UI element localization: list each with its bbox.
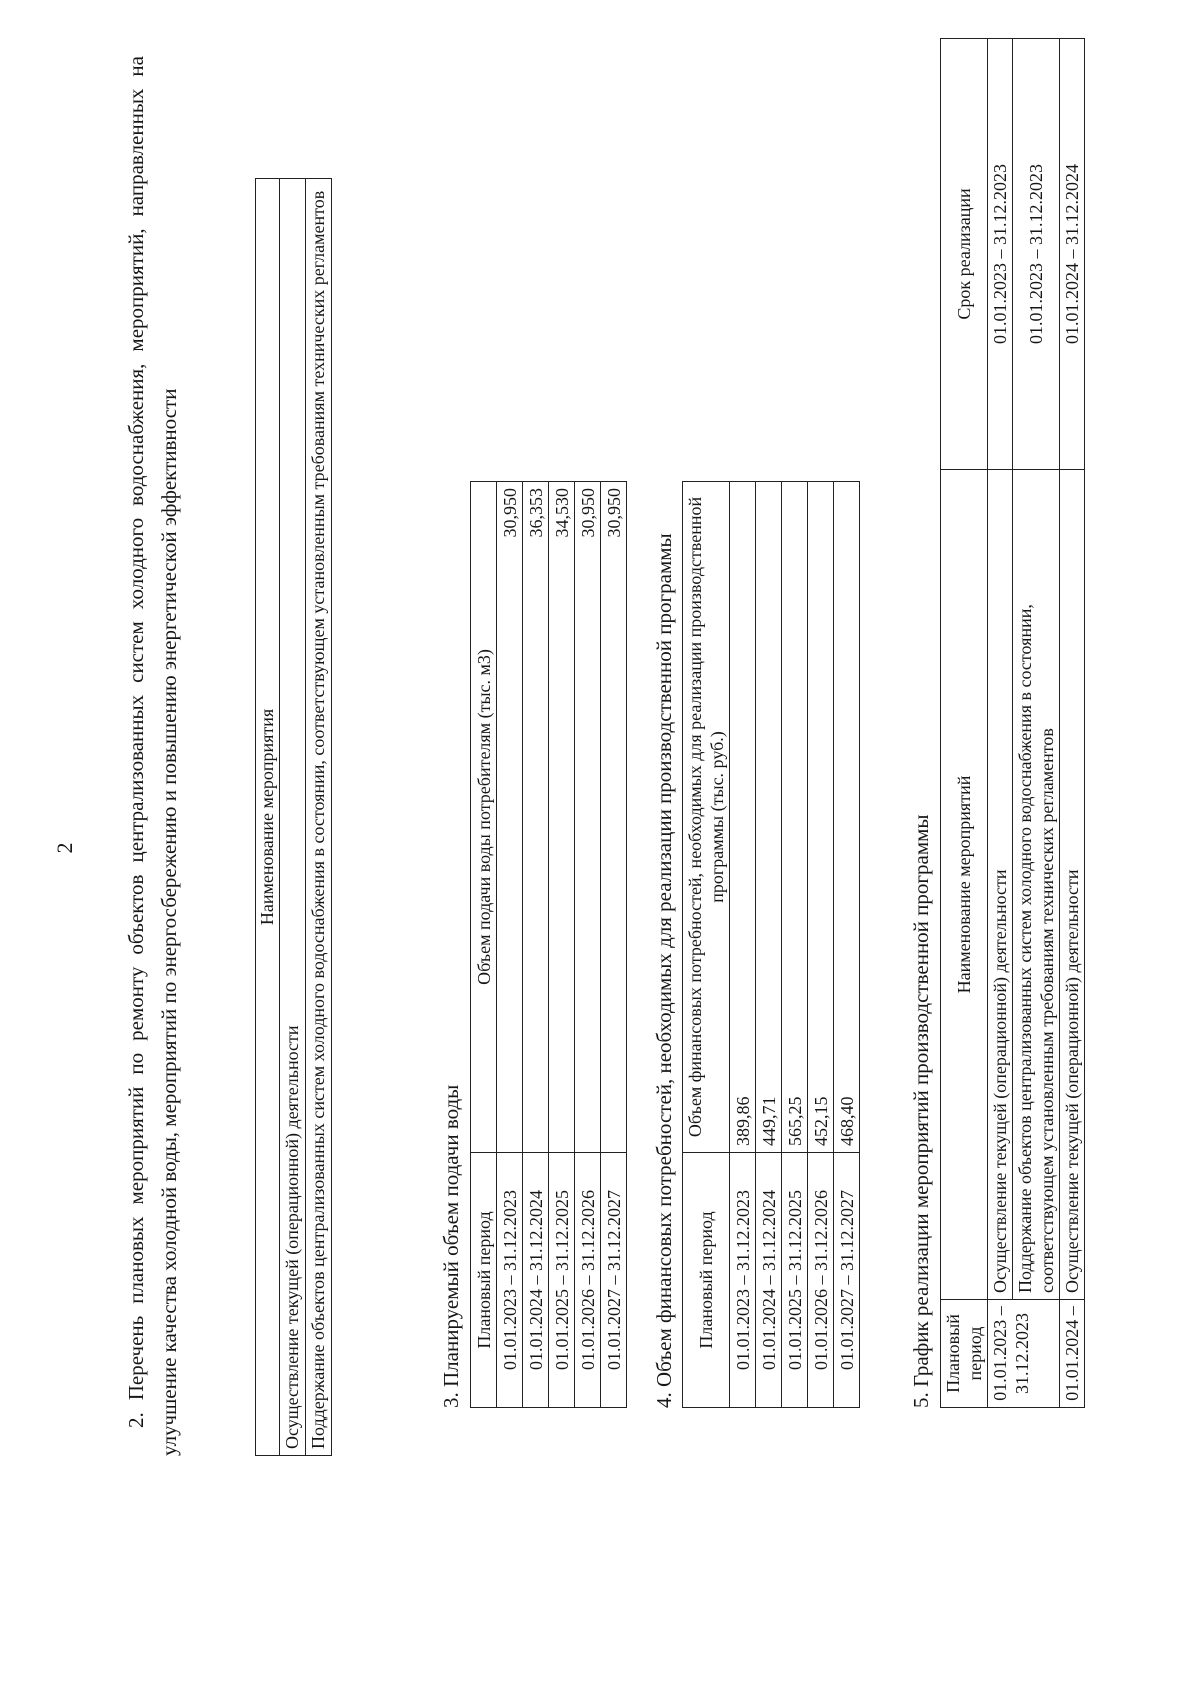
table-row — [1060, 39, 1085, 1408]
table-row — [730, 482, 756, 1408]
activity-cell: Осуществление текущей (операционной) деятельности — [1060, 470, 1085, 1300]
table-row — [549, 482, 575, 1408]
column-header-volume: Объем подачи воды потребителям (тыс. м3) — [471, 482, 497, 1153]
section-3-table — [470, 481, 627, 1408]
period-cell: 01.01.2027 – 31.12.2027 — [834, 1153, 860, 1408]
table-row — [523, 482, 549, 1408]
period-cell: 01.01.2023 – 31.12.2023 — [497, 1153, 523, 1408]
volume-cell: 30,950 — [497, 482, 523, 1153]
table-row — [834, 482, 860, 1408]
section-3-heading: 3. Планируемый объем подачи воды — [439, 1084, 463, 1408]
column-header-term: Срок реализации — [941, 39, 988, 470]
table-row — [306, 179, 332, 1456]
table-row — [808, 482, 834, 1408]
period-cell: 01.01.2025 – 31.12.2025 — [549, 1153, 575, 1408]
activity-cell: Осуществление текущей (операционной) деятельности — [988, 470, 1013, 1300]
column-header-period: Плановый период — [941, 1300, 988, 1408]
table-row — [756, 482, 782, 1408]
period-cell: 01.01.2023 – 31.12.2023 — [730, 1153, 756, 1408]
section-5-table — [940, 38, 1085, 1408]
table-header-row — [683, 482, 730, 1408]
table-cell: Осуществление текущей (операционной) деятельности — [280, 179, 306, 1456]
section-4-table — [682, 481, 860, 1408]
column-header-period: Плановый период — [471, 1153, 497, 1408]
table-row — [497, 482, 523, 1408]
section-5-heading: 5. График реализации мероприятий производственной программы — [909, 814, 933, 1408]
volume-cell: 36,353 — [523, 482, 549, 1153]
volume-cell: 30,950 — [575, 482, 601, 1153]
finance-cell: 389,86 — [730, 482, 756, 1153]
table-row — [575, 482, 601, 1408]
table-cell: Поддержание объектов централизованных систем холодного водоснабжения в состоянии, соответствующем установленным требованиям технических регламентов — [306, 179, 332, 1456]
table-row — [782, 482, 808, 1408]
period-cell: 01.01.2024 – 31.12.2024 — [756, 1153, 782, 1408]
finance-cell: 452,15 — [808, 482, 834, 1153]
period-cell: 01.01.2027 – 31.12.2027 — [601, 1153, 627, 1408]
section-2-table — [255, 178, 332, 1456]
finance-cell: 565,25 — [782, 482, 808, 1153]
period-cell: 01.01.2026 – 31.12.2026 — [575, 1153, 601, 1408]
table-row — [988, 39, 1013, 1408]
column-header-period: Плановый период — [683, 1153, 730, 1408]
page-number: 2 — [52, 842, 77, 854]
table-row — [601, 482, 627, 1408]
column-header-name: Наименование мероприятия — [256, 179, 280, 1456]
period-cell: 01.01.2025 – 31.12.2025 — [782, 1153, 808, 1408]
table-row — [280, 179, 306, 1456]
column-header-activities: Наименование мероприятий — [941, 470, 988, 1300]
activity-cell: Поддержание объектов централизованных систем холодного водоснабжения в состоянии, соответствующем установленным требованиям технических регламентов — [1013, 470, 1060, 1300]
finance-cell: 468,40 — [834, 482, 860, 1153]
term-cell: 01.01.2023 – 31.12.2023 — [988, 39, 1013, 470]
section-4-heading: 4. Объем финансовых потребностей, необходимых для реализации производственной программы — [652, 533, 676, 1408]
table-row — [1013, 39, 1060, 1408]
volume-cell: 34,530 — [549, 482, 575, 1153]
section-2-heading: 2. Перечень плановых мероприятий по ремонту объектов централизованных систем холодного водоснабжения, мероприятий, направленных на улучшение качества холодной воды, мероприятий по энергосбережению и повышению энергетической эффективности — [124, 56, 181, 1456]
period-cell: 01.01.2026 – 31.12.2026 — [808, 1153, 834, 1408]
table-header-row — [941, 39, 988, 1408]
column-header-finance: Объем финансовых потребностей, необходимых для реализации производственной программы (тыс. руб.) — [683, 482, 730, 1153]
term-cell: 01.01.2024 – 31.12.2024 — [1060, 39, 1085, 470]
table-header-row — [256, 179, 280, 1456]
period-cell: 01.01.2023 – 31.12.2023 — [988, 1300, 1060, 1408]
period-cell: 01.01.2024 – 31.12.2024 — [523, 1153, 549, 1408]
period-cell: 01.01.2024 – — [1060, 1300, 1085, 1408]
volume-cell: 30,950 — [601, 482, 627, 1153]
term-cell: 01.01.2023 – 31.12.2023 — [1013, 39, 1060, 470]
table-header-row — [471, 482, 497, 1408]
finance-cell: 449,71 — [756, 482, 782, 1153]
